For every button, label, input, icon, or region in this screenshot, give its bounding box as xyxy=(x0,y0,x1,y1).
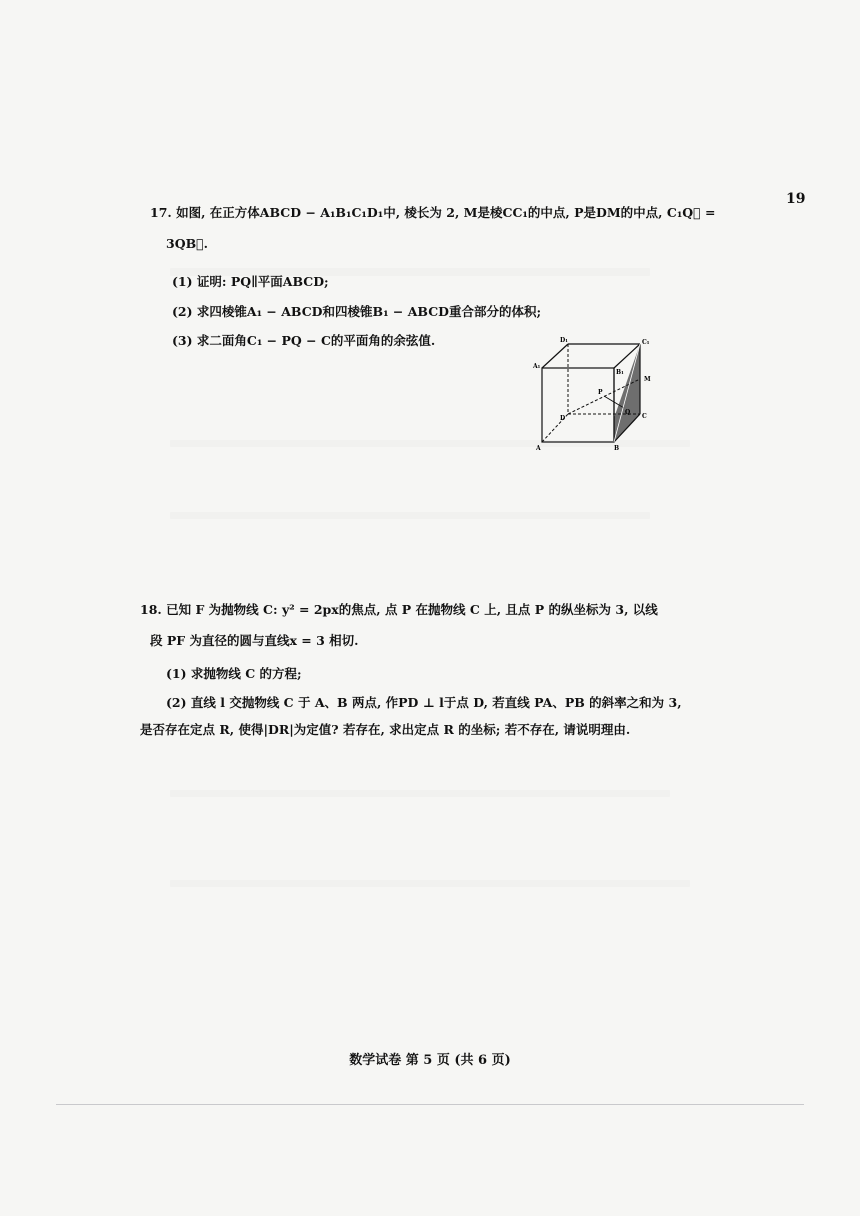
q17-stem-line1: 17. 如图, 在正方体ABCD − A₁B₁C₁D₁中, 棱长为 2, M是棱CC₁的中点, P是DM的中点, C₁Q⃗ = xyxy=(150,205,716,220)
label-a: A xyxy=(536,445,541,452)
label-c: C xyxy=(642,413,647,420)
q18-part1: (1) 求抛物线 C 的方程; xyxy=(166,666,302,681)
q17-part2: (2) 求四棱锥A₁ − ABCD和四棱锥B₁ − ABCD重合部分的体积; xyxy=(172,304,542,319)
label-b1: B₁ xyxy=(616,369,624,376)
bleed-through-mark xyxy=(170,880,690,887)
corner-page-number: 19 xyxy=(786,191,806,207)
cube-diagram xyxy=(530,334,658,454)
edge-a1d1 xyxy=(542,344,568,368)
label-b: B xyxy=(614,445,620,452)
q17-stem-line2: 3QB⃗. xyxy=(166,236,209,251)
label-c1: C₁ xyxy=(642,339,650,346)
q18-stem-line1: 18. 已知 F 为抛物线 C: y² = 2px的焦点, 点 P 在抛物线 C 上, 且点 P 的纵坐标为 3, 以线 xyxy=(140,602,658,617)
label-q: Q xyxy=(625,409,631,416)
page-footer: 数学试卷 第 5 页 (共 6 页) xyxy=(349,1053,511,1068)
q18-part2-continued: 是否存在定点 R, 使得|DR|为定值? 若存在, 求出定点 R 的坐标; 若不存在, 请说明理由. xyxy=(140,722,631,737)
label-a1: A₁ xyxy=(533,363,541,370)
bleed-through-mark xyxy=(170,512,650,519)
cube-figure xyxy=(530,334,658,454)
label-m: M xyxy=(644,376,651,383)
label-d: D xyxy=(560,415,566,422)
q17-part3: (3) 求二面角C₁ − PQ − C的平面角的余弦值. xyxy=(172,333,436,348)
bleed-through-mark xyxy=(170,790,670,797)
label-p: P xyxy=(598,389,603,396)
scan-edge-line xyxy=(56,1104,804,1105)
q18-part2: (2) 直线 l 交抛物线 C 于 A、B 两点, 作PD ⊥ l于点 D, 若直线 PA、PB 的斜率之和为 3, xyxy=(166,695,682,710)
q18-stem-line2: 段 PF 为直径的圆与直线x = 3 相切. xyxy=(150,633,359,648)
q17-part1: (1) 证明: PQ∥平面ABCD; xyxy=(172,274,329,289)
label-d1: D₁ xyxy=(560,337,568,344)
